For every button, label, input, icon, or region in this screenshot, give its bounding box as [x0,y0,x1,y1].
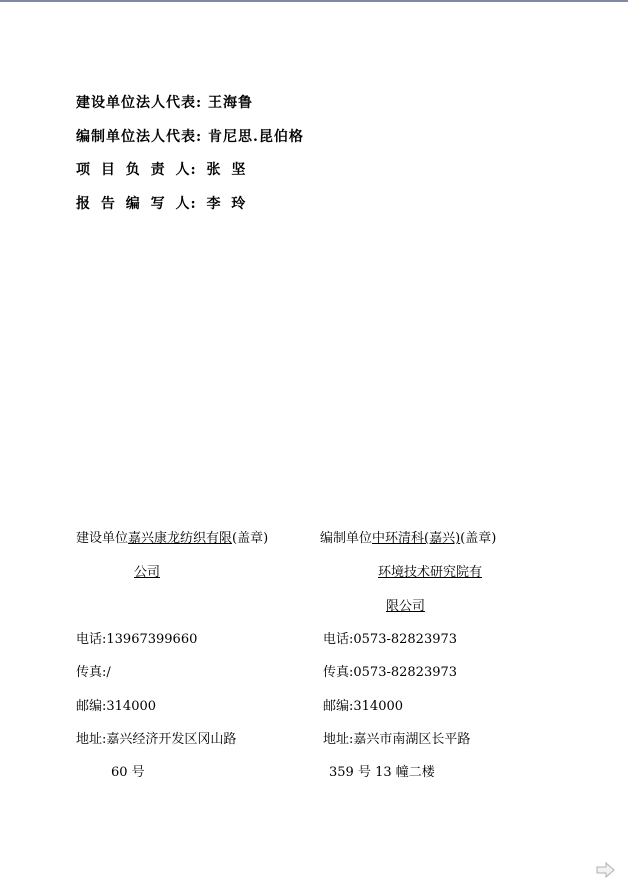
construction-unit-seal: (盖章) [232,531,269,546]
compiler-unit-address-cont: 359 号 13 幢二楼 [329,765,435,780]
construction-unit-address-cont: 60 号 [111,765,145,780]
construction-unit-postcode: 邮编:314000 [76,699,157,714]
project-lead-label: 项 目 负 责 人: [76,162,197,178]
construction-unit-line1 [76,530,268,548]
compiler-unit-name-cont: 环境技术研究院有 [378,565,483,580]
compiler-rep-line [76,128,304,146]
construction-unit-fax: 传真:/ [76,665,111,680]
project-lead-name: 张 坚 [206,162,247,178]
compiler-rep-label: 编制单位法人代表: [76,129,203,145]
construction-rep-label: 建设单位法人代表: [76,95,203,111]
construction-unit-name-cont: 公司 [134,565,161,580]
compiler-unit-phone: 电话:0573-82823973 [323,632,458,647]
construction-unit-name: 嘉兴康龙纺织有限 [128,531,233,546]
construction-rep-line [76,94,253,112]
report-writer-name: 李 玲 [206,196,247,212]
compiler-unit-postcode: 邮编:314000 [323,699,404,714]
compiler-unit-fax: 传真:0573-82823973 [323,665,458,680]
report-writer-label: 报 告 编 写 人: [76,196,197,212]
arrow-right-icon[interactable] [596,861,616,879]
project-lead-line [76,161,246,179]
compiler-unit-name-cont2: 限公司 [386,599,426,614]
construction-unit-label: 建设单位 [76,531,129,546]
report-writer-line [76,195,246,213]
compiler-unit-seal: (盖章) [460,531,497,546]
construction-unit-address: 地址:嘉兴经济开发区冈山路 [76,732,237,747]
compiler-rep-name: 肯尼思.昆伯格 [208,129,304,145]
compiler-unit-address: 地址:嘉兴市南湖区长平路 [323,732,471,747]
compiler-unit-label: 编制单位 [320,531,373,546]
compiler-unit-line1 [320,530,496,548]
compiler-unit-name: 中环清科(嘉兴) [372,531,461,546]
construction-unit-phone: 电话:13967399660 [76,632,198,647]
construction-rep-name: 王海鲁 [208,95,254,111]
